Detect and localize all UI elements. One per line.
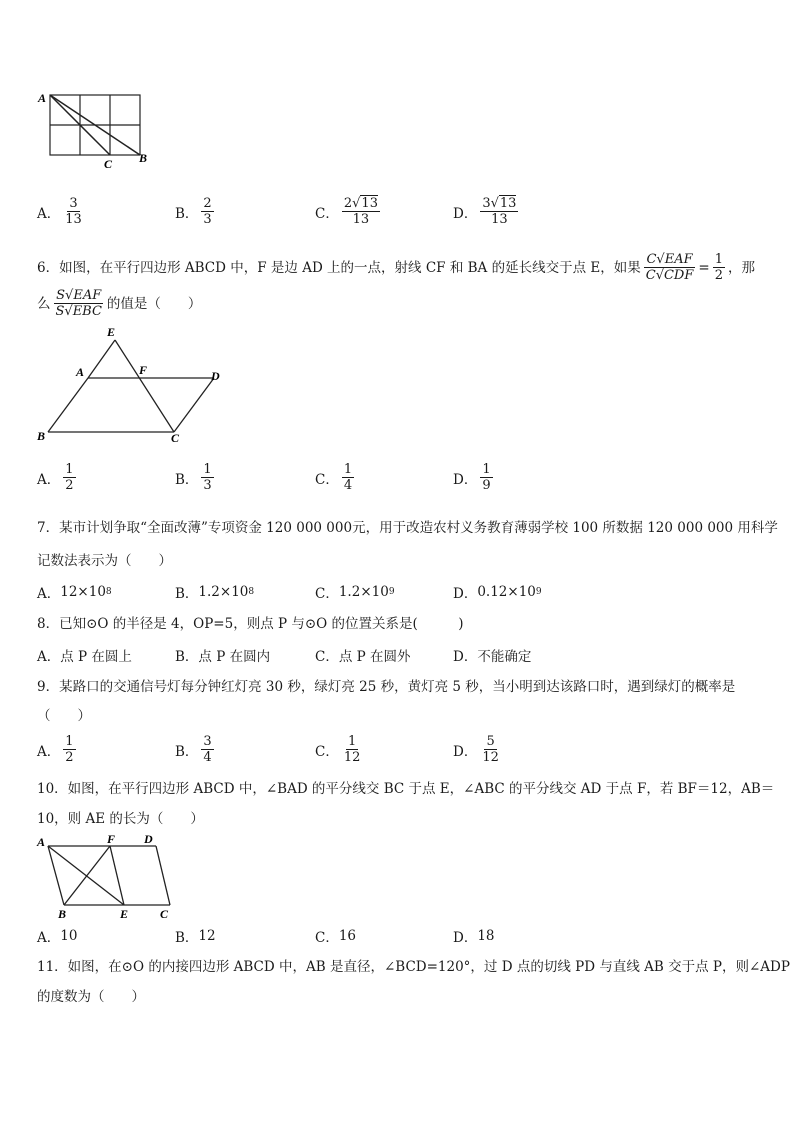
denominator: 2	[714, 268, 723, 283]
coefficient: 3	[482, 196, 491, 211]
denominator: 12	[482, 750, 499, 765]
numerator: 2	[203, 196, 212, 211]
numerator: 1	[343, 462, 353, 477]
q5-label-a: A	[38, 91, 47, 105]
option-letter: A．	[37, 649, 61, 665]
q6-label-f: F	[139, 363, 148, 377]
option-letter: C．	[315, 743, 339, 760]
q5-option-a[interactable]	[37, 196, 87, 227]
option-letter: C．	[315, 930, 339, 946]
denominator: C√CDF	[645, 268, 694, 283]
option-text: 18	[477, 928, 495, 944]
q10-label-b: B	[58, 907, 67, 921]
q6-parallelogram-figure	[36, 324, 226, 446]
q11-stem-line1: 11．如图，在⊙O 的内接四边形 ABCD 中，AB 是直径，∠BCD=120°，过 D 点的切线 PD 与直线 AB 交于点 P，则∠ADP	[37, 959, 790, 975]
q9-stem-line2: （ ）	[37, 708, 91, 724]
fraction	[480, 196, 518, 227]
q6-option-d[interactable]	[453, 462, 496, 493]
q10-stem-line1: 10．如图，在平行四边形 ABCD 中，∠BAD 的平分线交 BC 于点 E，∠ABC 的平分线交 AD 于点 F，若 BF＝12，AB＝	[37, 781, 775, 797]
denominator: 3	[203, 212, 212, 227]
numerator: 1	[65, 734, 74, 749]
q7-option-a[interactable]	[37, 582, 112, 602]
q9-option-b[interactable]	[175, 734, 217, 765]
fraction	[201, 196, 213, 227]
q5-option-d[interactable]	[453, 196, 521, 227]
q9-option-a[interactable]	[37, 734, 79, 765]
q6-area-ratio	[54, 288, 104, 319]
option-letter: A．	[37, 586, 61, 602]
option-exponent: 8	[248, 587, 255, 597]
q6-stem-tail: ，那	[727, 259, 755, 276]
q5-label-b: B	[139, 151, 148, 165]
q8-option-a[interactable]	[37, 645, 132, 665]
q7-stem-line2: 记数法表示为（ ）	[37, 553, 172, 569]
option-letter: D．	[453, 205, 478, 222]
option-text: 12	[198, 928, 216, 944]
option-letter: D．	[453, 649, 478, 665]
denominator: 2	[65, 750, 74, 765]
option-letter: D．	[453, 471, 478, 488]
q6-stem-text: 么	[37, 295, 51, 312]
denominator: 13	[352, 212, 370, 227]
option-letter: C．	[315, 649, 339, 665]
numerator: 1	[65, 462, 74, 477]
option-letter: A．	[37, 743, 61, 760]
q6-label-a: A	[76, 365, 85, 379]
q6-label-b: B	[37, 429, 46, 443]
denominator: 9	[482, 478, 491, 493]
q5-grid-figure	[36, 88, 156, 170]
option-letter: B．	[175, 743, 199, 760]
option-letter: A．	[37, 205, 61, 222]
denominator: 4	[203, 750, 212, 765]
q5-label-c: C	[104, 157, 113, 171]
q11-stem-line2: 的度数为（ ）	[37, 989, 145, 1005]
radicand: 13	[361, 196, 378, 211]
option-text: 点 P 在圆上	[60, 649, 132, 665]
denominator: 4	[343, 478, 353, 493]
denominator: 12	[343, 750, 361, 765]
option-text: 点 P 在圆外	[338, 649, 411, 665]
q6-label-e: E	[107, 325, 116, 339]
option-letter: B．	[175, 586, 199, 602]
numerator: S√EAF	[56, 288, 102, 303]
q8-option-c[interactable]	[315, 645, 411, 665]
q10-label-c: C	[160, 907, 169, 921]
q9-option-c[interactable]	[315, 734, 365, 765]
q6-label-d: D	[211, 369, 220, 383]
numerator: 1	[203, 462, 212, 477]
fraction	[63, 462, 75, 493]
option-letter: B．	[175, 930, 199, 946]
option-base: 0.12×10	[477, 584, 536, 600]
option-letter: B．	[175, 471, 199, 488]
option-exponent: 9	[535, 587, 542, 597]
radicand: 13	[499, 196, 517, 211]
denominator: S√EBC	[55, 304, 102, 319]
numerator: 3	[69, 196, 78, 211]
q10-label-f: F	[107, 832, 116, 846]
q7-option-c[interactable]	[315, 582, 395, 602]
q10-parallelogram-figure	[36, 832, 186, 922]
fraction	[63, 734, 75, 765]
numerator: 1	[714, 252, 723, 267]
equals-sign: =	[698, 259, 710, 276]
q10-option-d[interactable]	[453, 926, 495, 946]
q10-option-c[interactable]	[315, 926, 356, 946]
fraction	[342, 462, 354, 493]
denominator: 3	[203, 478, 212, 493]
option-letter: C．	[315, 471, 339, 488]
coefficient: 2	[343, 196, 353, 211]
q10-label-a: A	[37, 835, 46, 849]
q7-option-b[interactable]	[175, 582, 254, 602]
option-exponent: 8	[105, 587, 112, 597]
option-letter: C．	[315, 586, 339, 602]
q7-option-d[interactable]	[453, 582, 542, 602]
option-text: 不能确定	[477, 649, 532, 665]
q6-stem-line1	[37, 252, 755, 283]
q6-option-c[interactable]	[315, 462, 357, 493]
option-text: 点 P 在圆内	[198, 649, 271, 665]
q8-stem-line1: 8．已知⊙O 的半径是 4，OP=5，则点 P 与⊙O 的位置关系是( )	[37, 616, 464, 632]
q5-option-b[interactable]	[175, 196, 217, 227]
numerator: 1	[482, 462, 491, 477]
q10-label-d: D	[144, 832, 153, 846]
fraction	[63, 196, 84, 227]
fraction	[342, 734, 363, 765]
option-base: 1.2×10	[338, 584, 389, 600]
fraction	[480, 734, 501, 765]
numerator: 3	[203, 734, 212, 749]
q10-stem-line2: 10，则 AE 的长为（ ）	[37, 811, 204, 827]
option-letter: D．	[453, 586, 478, 602]
q5-option-c[interactable]	[315, 196, 383, 227]
option-letter: D．	[453, 930, 478, 946]
q8-option-b[interactable]	[175, 645, 270, 665]
fraction	[342, 196, 380, 227]
option-letter: A．	[37, 930, 61, 946]
option-base: 1.2×10	[198, 584, 249, 600]
fraction	[201, 462, 213, 493]
denominator: 2	[65, 478, 74, 493]
option-letter: B．	[175, 649, 199, 665]
q6-stem-text: 6．如图，在平行四边形 ABCD 中，F 是边 AD 上的一点，射线 CF 和 BA 的延长线交于点 E，如果	[37, 259, 641, 276]
q9-option-d[interactable]	[453, 734, 504, 765]
q7-stem-line1: 7．某市计划争取“全面改薄”专项资金 120 000 000元，用于改造农村义务教育薄弱学校 100 所数据 120 000 000 用科学	[37, 520, 778, 536]
option-letter: A．	[37, 471, 61, 488]
q10-option-a[interactable]	[37, 926, 77, 946]
q6-stem-line2	[37, 288, 201, 319]
numerator: 2√13	[343, 196, 378, 211]
fraction	[480, 462, 492, 493]
option-base: 12×10	[60, 584, 106, 600]
option-letter: B．	[175, 205, 199, 222]
q10-option-b[interactable]	[175, 926, 216, 946]
option-text: 10	[60, 928, 78, 944]
numerator: 3√13	[482, 196, 517, 211]
numerator: 5	[486, 734, 495, 749]
q6-stem-tail: 的值是（ ）	[106, 295, 202, 312]
numerator: C√EAF	[646, 252, 693, 267]
q6-label-c: C	[171, 431, 180, 445]
denominator: 13	[65, 212, 82, 227]
q6-perimeter-ratio	[644, 252, 696, 283]
option-text: 16	[338, 928, 357, 944]
q8-option-d[interactable]	[453, 645, 531, 665]
q6-option-b[interactable]	[175, 462, 217, 493]
option-exponent: 9	[388, 587, 395, 597]
option-letter: D．	[453, 743, 478, 760]
denominator: 13	[491, 212, 508, 227]
q6-option-a[interactable]	[37, 462, 79, 493]
q6-half	[713, 252, 725, 283]
q10-label-e: E	[120, 907, 129, 921]
numerator: 1	[347, 734, 357, 749]
option-letter: C．	[315, 205, 339, 222]
q9-stem-line1: 9．某路口的交通信号灯每分钟红灯亮 30 秒，绿灯亮 25 秒，黄灯亮 5 秒，当小明到达该路口时，遇到绿灯的概率是	[37, 679, 736, 695]
fraction	[201, 734, 213, 765]
